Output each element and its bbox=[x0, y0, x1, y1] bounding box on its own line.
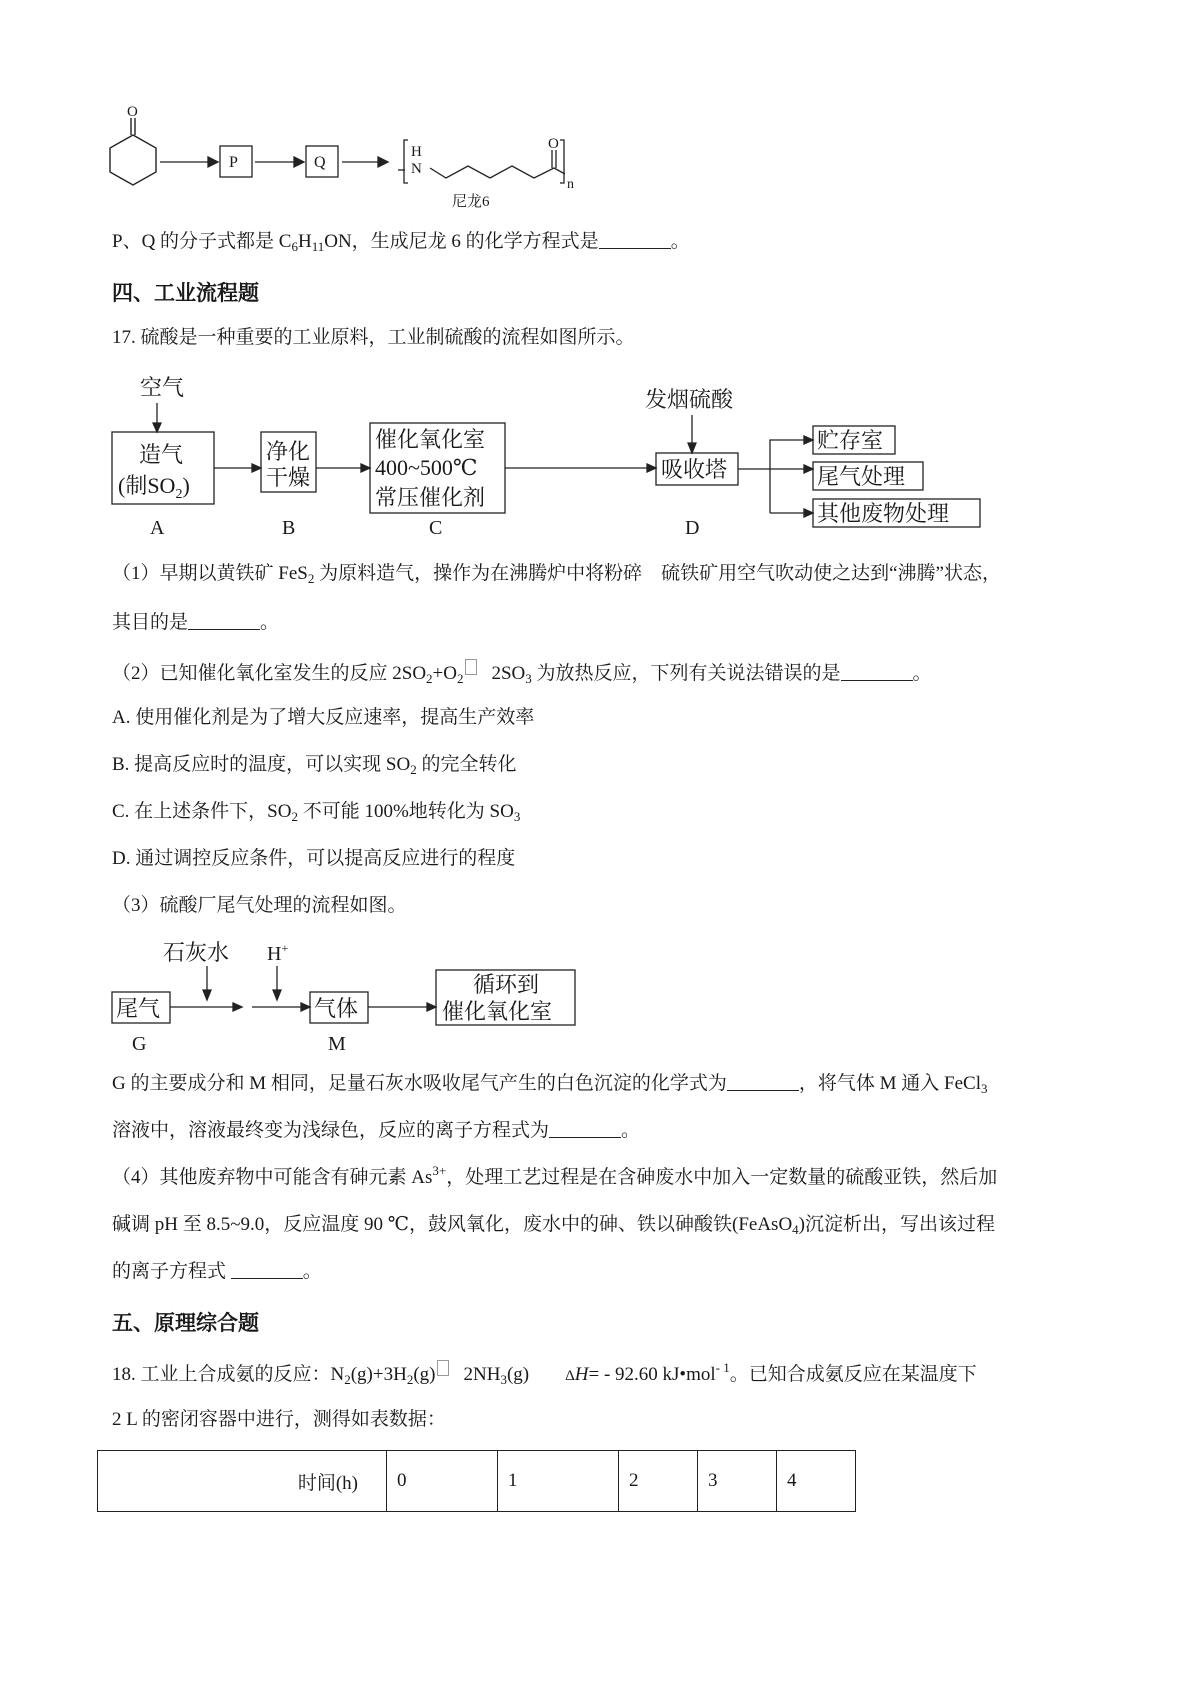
q18-enthalpy-symbol: H bbox=[574, 1364, 589, 1385]
answer-blank[interactable] bbox=[231, 1260, 303, 1279]
arrow-1 bbox=[160, 157, 218, 167]
acid-label: H+ bbox=[267, 941, 289, 965]
q17-text: 其目的是 bbox=[112, 612, 189, 633]
q18-text: 2NH bbox=[463, 1364, 501, 1385]
box-recycle-line2: 催化氧化室 bbox=[442, 999, 553, 1024]
nylon6-n-atom: N bbox=[411, 161, 422, 177]
tail-gas-label: 尾气处理 bbox=[817, 464, 906, 489]
sulfuric-acid-flowchart bbox=[100, 365, 950, 540]
q17-sub: 4 bbox=[792, 1222, 799, 1237]
answer-blank[interactable] bbox=[599, 230, 671, 249]
q16-tail-line bbox=[112, 230, 690, 254]
q17-text: （4）其他废弃物中可能含有砷元素 As bbox=[112, 1167, 433, 1188]
q17-text: 为原料造气，操作为在沸腾炉中将粉碎 硫铁矿用空气吹动使之达到“沸腾”状态， bbox=[314, 563, 1001, 584]
box-c-line1: 催化氧化室 bbox=[375, 427, 486, 452]
label-c: C bbox=[429, 517, 443, 539]
label-d: D bbox=[685, 517, 700, 539]
box-m-label: 气体 bbox=[314, 996, 359, 1021]
q17-text: 。 bbox=[621, 1120, 641, 1141]
label-g: G bbox=[132, 1033, 147, 1055]
data-table bbox=[97, 1450, 856, 1512]
q18-text: (g)+3H bbox=[350, 1364, 407, 1385]
q16-text: ON，生成尼龙 6 的化学方程式是 bbox=[324, 231, 599, 252]
q18-text: (g) bbox=[506, 1364, 530, 1385]
q17-text: 。 bbox=[302, 1261, 322, 1282]
oleum-label: 发烟硫酸 bbox=[645, 387, 734, 412]
q18-sub: 3 bbox=[500, 1372, 507, 1387]
box-b-line1: 净化 bbox=[266, 439, 311, 464]
q16-text: P、Q 的分子式都是 C bbox=[112, 231, 292, 252]
answer-blank[interactable] bbox=[727, 1072, 799, 1091]
q17-text: )沉淀析出，写出该过程 bbox=[798, 1214, 995, 1235]
reversible-arrow-icon bbox=[465, 659, 477, 675]
option-b-text: B. 提高反应时的温度，可以实现 SO bbox=[112, 754, 411, 775]
nylon6-repeat-n: n bbox=[567, 177, 574, 192]
q17-text: 的离子方程式 bbox=[112, 1261, 231, 1282]
lime-water-label: 石灰水 bbox=[163, 940, 230, 965]
option-c-sub: 3 bbox=[513, 809, 521, 824]
section-5-heading: 五、原理综合题 bbox=[112, 1311, 259, 1335]
flow2-arrows bbox=[170, 966, 436, 1011]
box-a-line2: (制$SO_2$) bbox=[118, 473, 190, 502]
option-c-text: 不可能 100%地转化为 SO bbox=[297, 801, 514, 822]
box-p-label: P bbox=[229, 154, 238, 171]
answer-blank[interactable] bbox=[549, 1119, 621, 1138]
q17-text: 碱调 pH 至 8.5~9.0，反应温度 90 ℃，鼓风氧化，废水中的砷、铁以砷酸铁(FeAsO bbox=[112, 1214, 793, 1235]
q17-p3-line1 bbox=[112, 1072, 987, 1096]
tail-gas-flowchart bbox=[100, 930, 600, 1055]
option-c-sub: 2 bbox=[291, 809, 298, 824]
q17-sub: 3 bbox=[525, 671, 532, 686]
table-header-cell: 时间(h) bbox=[98, 1451, 387, 1512]
option-d[interactable]: D. 通过调控反应条件，可以提高反应进行的程度 bbox=[112, 848, 516, 869]
answer-blank[interactable] bbox=[841, 662, 913, 681]
q17-sup: 3+ bbox=[432, 1163, 447, 1178]
table-row bbox=[98, 1451, 856, 1512]
table-cell: 1 bbox=[498, 1451, 619, 1512]
answer-blank[interactable] bbox=[188, 611, 260, 630]
label-b: B bbox=[282, 517, 296, 539]
q17-text: ，将气体 M 通入 FeCl bbox=[798, 1073, 981, 1094]
q18-text: = - 92.60 kJ•mol bbox=[588, 1364, 716, 1385]
q16-text: H bbox=[297, 231, 312, 252]
cyclohexanone-oxygen: O bbox=[127, 104, 138, 120]
label-a: A bbox=[150, 517, 165, 539]
box-g-label: 尾气 bbox=[116, 996, 161, 1021]
q17-text: +O bbox=[432, 663, 457, 684]
q17-text: ，处理工艺过程是在含砷废水中加入一定数量的硫酸亚铁，然后加 bbox=[446, 1167, 998, 1188]
option-b-sub: 2 bbox=[410, 762, 417, 777]
q17-sub: 2 bbox=[426, 671, 433, 686]
table-cell: 2 bbox=[619, 1451, 698, 1512]
q17-text: 为放热反应，下列有关说法错误的是 bbox=[531, 663, 841, 684]
box-d-label: 吸收塔 bbox=[661, 457, 728, 482]
q18-text: 18. 工业上合成氨的反应：N bbox=[112, 1364, 345, 1385]
label-m: M bbox=[328, 1033, 346, 1055]
option-c[interactable] bbox=[112, 800, 520, 824]
q18-line1 bbox=[112, 1360, 977, 1388]
nylon6-name: 尼龙6 bbox=[452, 194, 490, 210]
q18-text: 。已知合成氨反应在某温度下 bbox=[729, 1364, 977, 1385]
box-a-line1: 造气 bbox=[139, 442, 184, 467]
option-a[interactable]: A. 使用催化剂是为了增大反应速率，提高生产效率 bbox=[112, 707, 535, 728]
arrow-3 bbox=[342, 157, 388, 167]
box-c-line2: 400~500℃ bbox=[375, 455, 478, 480]
nylon6-h: H bbox=[411, 144, 422, 160]
q17-sub: 3 bbox=[980, 1081, 988, 1096]
nylon6-structure bbox=[398, 140, 565, 183]
q16-sub: 11 bbox=[311, 239, 325, 254]
reversible-arrow-icon bbox=[437, 1360, 449, 1376]
nylon6-o: O bbox=[548, 136, 559, 152]
q17-p3-intro: （3）硫酸厂尾气处理的流程如图。 bbox=[112, 895, 407, 916]
q18-sub: 2 bbox=[344, 1372, 351, 1387]
box-recycle-line1: 循环到 bbox=[473, 972, 540, 997]
q17-sub: 2 bbox=[456, 671, 464, 686]
section-4-heading: 四、工业流程题 bbox=[112, 281, 259, 305]
q17-p3-line2 bbox=[112, 1119, 640, 1143]
arrow-2 bbox=[255, 157, 304, 167]
box-q-label: Q bbox=[314, 154, 326, 171]
q16-text: 。 bbox=[670, 231, 690, 252]
q17-text: 溶液中，溶液最终变为浅绿色，反应的离子方程式为 bbox=[112, 1120, 550, 1141]
q17-sub: 2 bbox=[307, 571, 315, 586]
box-c-line3: 常压催化剂 bbox=[375, 485, 486, 510]
q17-text: （1）早期以黄铁矿 FeS bbox=[112, 563, 308, 584]
option-c-text: C. 在上述条件下，SO bbox=[112, 801, 292, 822]
q18-sub: 2 bbox=[406, 1372, 414, 1387]
q18-sup: - 1 bbox=[715, 1360, 730, 1375]
nylon-scheme-diagram bbox=[100, 100, 580, 210]
table-cell: 3 bbox=[698, 1451, 777, 1512]
option-b[interactable] bbox=[112, 753, 516, 777]
q17-p4-line1 bbox=[112, 1163, 998, 1190]
q17-p4-line3 bbox=[112, 1260, 322, 1284]
q17-text: 。 bbox=[912, 663, 932, 684]
q18-text: (g) bbox=[413, 1364, 436, 1385]
q16-sub: 6 bbox=[291, 239, 298, 254]
storage-label: 贮存室 bbox=[817, 428, 884, 453]
box-b-line2: 干燥 bbox=[266, 465, 311, 490]
q17-text: 。 bbox=[260, 612, 280, 633]
table-cell: 4 bbox=[777, 1451, 856, 1512]
table-cell: 0 bbox=[387, 1451, 498, 1512]
q17-text: 2SO bbox=[491, 663, 526, 684]
q17-p4-line2 bbox=[112, 1213, 995, 1237]
other-waste-label: 其他废物处理 bbox=[817, 501, 950, 526]
air-label: 空气 bbox=[140, 375, 185, 400]
q17-text: G 的主要成分和 M 相同，足量石灰水吸收尾气产生的白色沉淀的化学式为 bbox=[112, 1073, 727, 1094]
option-b-text: 的完全转化 bbox=[416, 754, 517, 775]
q17-intro: 17. 硫酸是一种重要的工业原料，工业制硫酸的流程如图所示。 bbox=[112, 327, 635, 348]
q17-p2-line bbox=[112, 659, 932, 686]
q17-text: （2）已知催化氧化室发生的反应 2SO bbox=[112, 663, 427, 684]
q17-p1-line2 bbox=[112, 611, 279, 635]
q18-line2: 2 L 的密闭容器中进行，测得如表数据： bbox=[112, 1409, 446, 1430]
q18-delta: Δ bbox=[565, 1368, 575, 1384]
q17-p1-line1 bbox=[112, 562, 1001, 586]
cyclohexanone-structure bbox=[110, 118, 156, 185]
